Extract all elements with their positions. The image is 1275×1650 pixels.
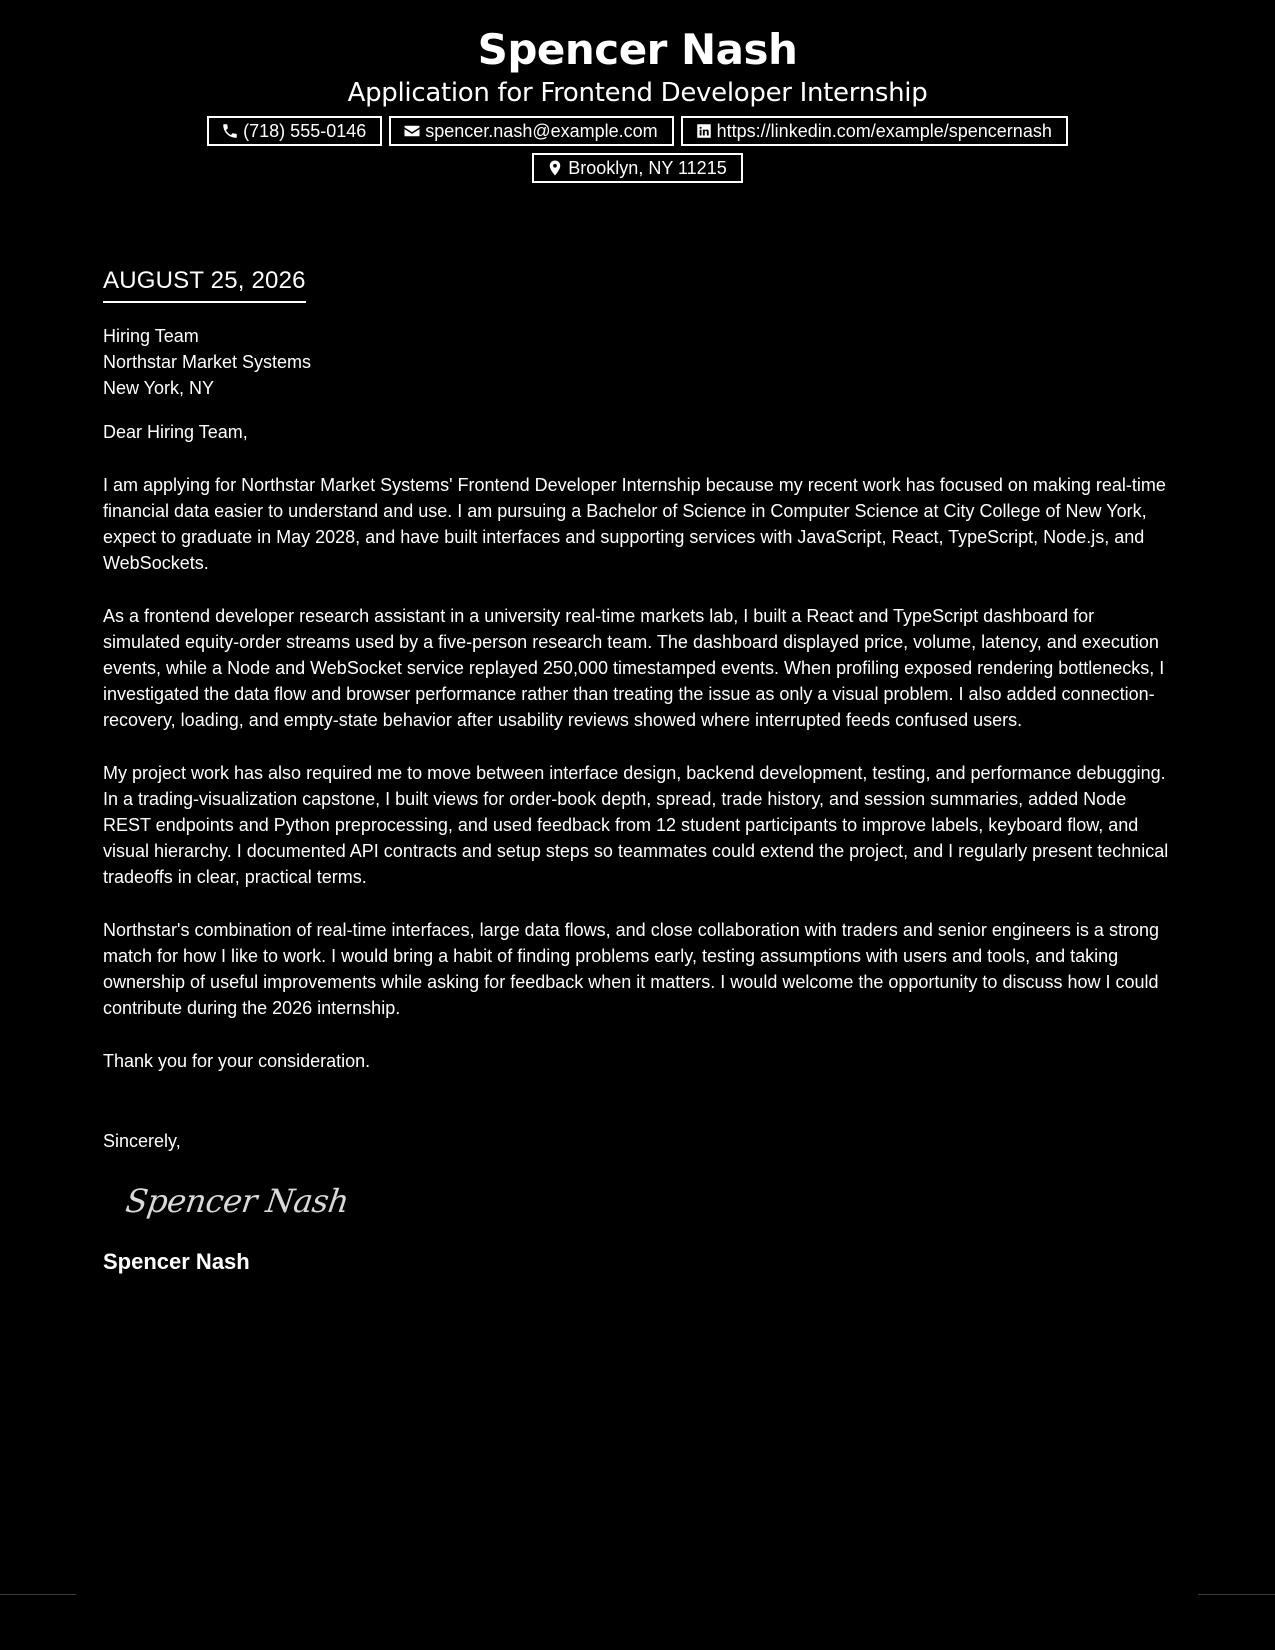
recipient-location: New York, NY: [103, 378, 215, 398]
applicant-name: Spencer Nash: [477, 25, 798, 74]
body-paragraph: Northstar's combination of real-time interfaces, large data flows, and close collaboration with traders and senior engineers is a strong match for how I like to work. I would bring a habit of finding problems early, testing assumptions with users and tools, and taking ownership of useful improvements while asking for feedback when it matters. I would welcome the opportunity to discuss how I could contribute during the 2026 internship.: [103, 920, 1159, 1018]
body-paragraph: I am applying for Northstar Market Systems' Frontend Developer Internship because my recent work has focused on making real-time financial data easier to understand and use. I am pursuing a Bachelor of Science in Computer Science at City College of New York, expect to graduate in May 2028, and have built interfaces and supporting services with JavaScript, React, TypeScript, Node.js, and WebSockets.: [103, 475, 1166, 573]
handwritten-signature: Spencer Nash: [123, 1182, 352, 1220]
recipient-block: [103, 323, 1173, 401]
letter-header: [0, 0, 1275, 183]
location-text: Brooklyn, NY 11215: [568, 157, 727, 178]
email-chip[interactable]: [389, 116, 673, 146]
body-paragraph: My project work has also required me to move between interface design, backend development, testing, and performance debugging. In a trading-visualization capstone, I built views for order-book depth, spread, trade history, and session summaries, added Node REST endpoints and Python preprocessing, and used feedback from 12 student participants to improve labels, keyboard flow, and visual hierarchy. I documented API contracts and setup steps so teammates could extend the project, and I regularly present technical tradeoffs in clear, practical terms.: [103, 763, 1169, 887]
recipient-line: Hiring Team: [103, 326, 199, 346]
phone-text: (718) 555-0146: [243, 120, 367, 141]
closing: Sincerely,: [103, 1131, 181, 1151]
letter-date: AUGUST 25, 2026: [103, 266, 306, 303]
linkedin-chip[interactable]: [681, 116, 1068, 146]
signer-name: Spencer Nash: [103, 1249, 250, 1274]
footer-divider-right: [1198, 1594, 1275, 1595]
contact-row-location: [0, 153, 1275, 183]
letter-body: [103, 266, 1173, 1275]
phone-icon: [221, 122, 239, 140]
salutation: Dear Hiring Team,: [103, 422, 248, 442]
map-pin-icon: [546, 159, 564, 177]
linkedin-text: https://linkedin.com/example/spencernash: [716, 120, 1052, 141]
recipient-company: Northstar Market Systems: [103, 352, 312, 372]
location-chip: [532, 153, 742, 183]
email-text: spencer.nash@example.com: [425, 120, 658, 141]
linkedin-icon: [695, 122, 713, 140]
contact-row: [0, 116, 1275, 146]
phone-chip[interactable]: [207, 116, 382, 146]
body-paragraph: As a frontend developer research assistant in a university real-time markets lab, I built a React and TypeScript dashboard for simulated equity-order streams used by a five-person research team. The dashboard displayed price, volume, latency, and execution events, while a Node and WebSocket service replayed 250,000 timestamped events. When profiling exposed rendering bottlenecks, I investigated the data flow and browser performance rather than treating the issue as only a visual problem. I also added connection-recovery, loading, and empty-state behavior after usability reviews showed where interrupted feeds confused users.: [103, 606, 1165, 730]
footer-divider-left: [0, 1594, 76, 1595]
thanks-paragraph: Thank you for your consideration.: [103, 1051, 371, 1071]
application-subtitle: Application for Frontend Developer Internship: [347, 78, 928, 108]
envelope-icon: [403, 122, 421, 140]
